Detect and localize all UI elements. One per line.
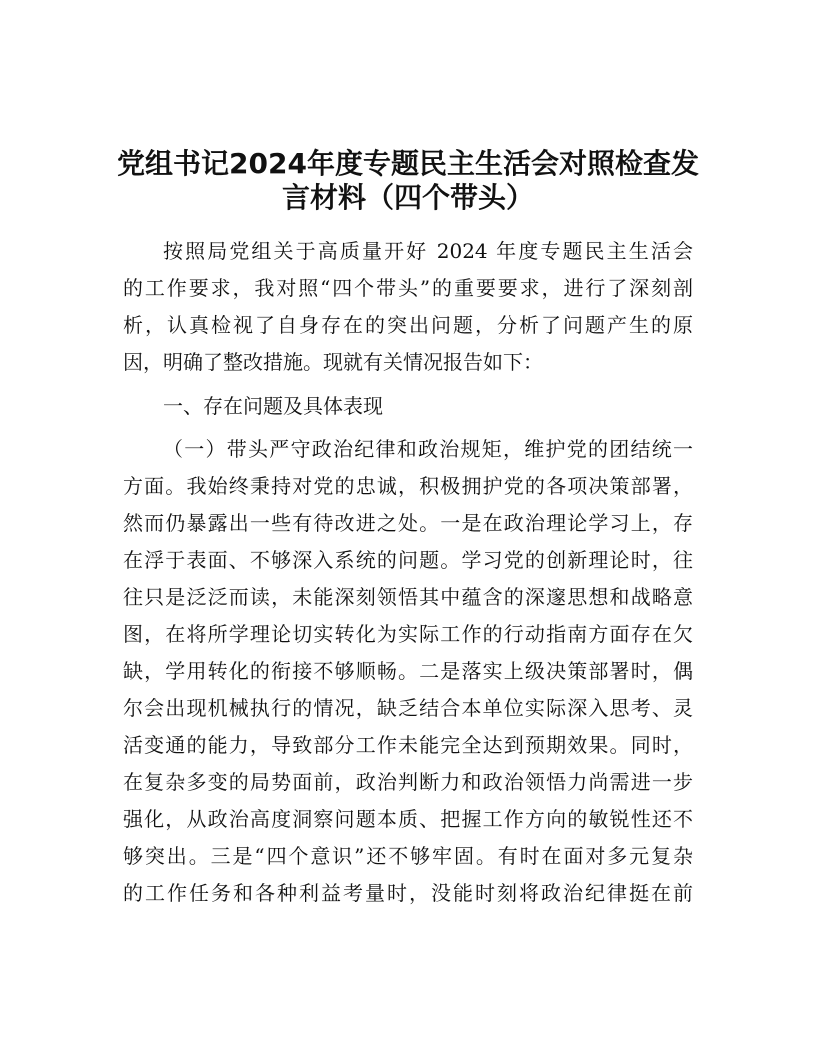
paragraph-line: 强化，从政治高度洞察问题本质、把握工作方向的敏锐性还不	[123, 807, 693, 831]
intro-line: 析，认真检视了自身存在的突出问题，分析了问题产生的原	[123, 313, 693, 337]
paragraph-line: 在浮于表面、不够深入系统的问题。学习党的创新理论时，往	[123, 548, 693, 572]
section-1-heading-block	[123, 388, 693, 425]
document-title-line-1: 党组书记2024年度专题民主生活会对照检查发	[117, 147, 699, 180]
paragraph-line: 往只是泛泛而读，未能深刻领悟其中蕴含的深邃思想和战略意	[123, 585, 693, 609]
intro-line: 按照局党组关于高质量开好 2024 年度专题民主生活会	[163, 239, 693, 263]
paragraph-line: 图，在将所学理论切实转化为实际工作的行动指南方面存在欠	[123, 622, 693, 646]
paragraph-line: 尔会出现机械执行的情况，缺乏结合本单位实际深入思考、灵	[123, 696, 693, 720]
intro-paragraph	[123, 233, 693, 381]
paragraph-line: 然而仍暴露出一些有待改进之处。一是在政治理论学习上，存	[123, 511, 693, 535]
paragraph-line: 的工作任务和各种利益考量时，没能时刻将政治纪律挺在前	[123, 881, 693, 905]
section-1-heading: 一、存在问题及具体表现	[163, 394, 383, 418]
document-title-line-2: 言材料（四个带头）	[281, 181, 534, 214]
intro-line: 因，明确了整改措施。现就有关情况报告如下：	[123, 350, 543, 374]
section-1-paragraph	[123, 431, 693, 912]
intro-line: 的工作要求，我对照“四个带头”的重要要求，进行了深刻剖	[123, 276, 693, 300]
paragraph-line: 在复杂多变的局势面前，政治判断力和政治领悟力尚需进一步	[123, 770, 693, 794]
paragraph-line: （一）带头严守政治纪律和政治规矩，维护党的团结统一	[163, 437, 693, 461]
paragraph-line: 够突出。三是“四个意识”还不够牢固。有时在面对多元复杂	[123, 844, 693, 868]
paragraph-line: 活变通的能力，导致部分工作未能完全达到预期效果。同时，	[123, 733, 693, 757]
paragraph-line: 方面。我始终秉持对党的忠诚，积极拥护党的各项决策部署，	[123, 474, 693, 498]
paragraph-line: 缺，学用转化的衔接不够顺畅。二是落实上级决策部署时，偶	[123, 659, 693, 683]
